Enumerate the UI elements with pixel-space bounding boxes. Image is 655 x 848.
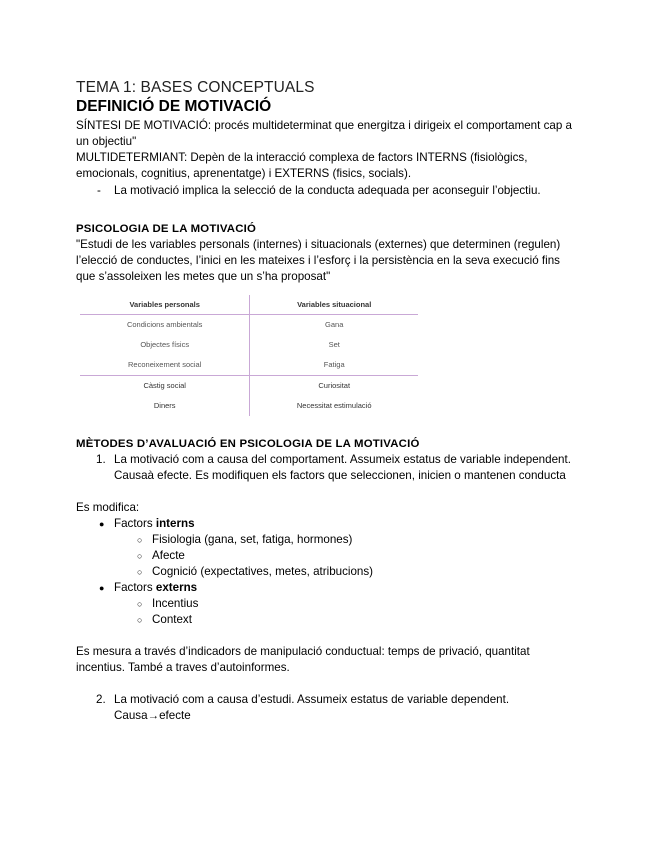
sub-item-text: Fisiologia (gana, set, fatiga, hormones) (152, 533, 353, 546)
sub-item-text: Cognició (expectatives, metes, atribucions) (152, 565, 374, 578)
table-row (80, 335, 418, 355)
bullet-item-interns (76, 516, 576, 532)
table-cell: Necessitat estimulació (296, 401, 372, 410)
factor-prefix: Factors (114, 517, 156, 530)
bullet-item-externs (76, 580, 576, 596)
table-header-row (80, 295, 418, 315)
bullet-marker: ● (99, 583, 105, 593)
sub-item (76, 596, 576, 612)
table-cell: Condicions ambientals (80, 315, 250, 336)
table-header-personals: Variables personals (80, 295, 250, 315)
table-header-situacional: Variables situacional (250, 295, 418, 315)
sub-item (76, 612, 576, 628)
table-row (80, 396, 418, 416)
variables-table (80, 295, 418, 416)
item2-text: La motivació com a causa d’estudi. Assumeix estatus de variable dependent. Causa→efecte (114, 693, 510, 722)
psicologia-paragraph: "Estudi de les variables personals (internes) i situacionals (externes) que determinen (regulen) l’elecció de conductes, l’inici en les mateixes i l’esforç i la persistència en la seva execució fins que s’assoleixen les metes que un s’ha proposat" (76, 238, 561, 283)
factor-prefix: Factors (114, 581, 156, 594)
bullet-marker: ● (99, 519, 105, 529)
number-marker: 1. (96, 453, 106, 466)
table-row (80, 315, 418, 336)
table-cell: Curiositat (250, 376, 418, 397)
es-modifica-label: Es modifica: (76, 501, 140, 514)
dash-item-text: La motivació implica la selecció de la conducta adequada per aconseguir l’objectiu. (114, 184, 541, 197)
table-cell: Set (328, 340, 340, 349)
heading-metodes: MÈTODES D’AVALUACIÓ EN PSICOLOGIA DE LA MOTIVACIÓ (76, 438, 420, 450)
sub-item (76, 548, 576, 564)
factor-bold: interns (155, 517, 195, 530)
sub-item-text: Incentius (152, 597, 199, 610)
sub-item (76, 532, 576, 548)
document-page (76, 78, 576, 724)
table-cell: Càstig social (80, 376, 250, 397)
circle-marker: ○ (137, 615, 143, 625)
dash-list-item (76, 183, 576, 199)
circle-marker: ○ (137, 551, 143, 561)
table-cell: Objectes físics (80, 335, 250, 355)
circle-marker: ○ (137, 567, 143, 577)
table-cell: Diners (80, 396, 250, 416)
es-mesura-paragraph: Es mesura a través d’indicadors de manipulació conductual: temps de privació, quantitat incentius. També a traves d’autoinformes. (76, 645, 530, 674)
heading-psicologia: PSICOLOGIA DE LA MOTIVACIÓ (76, 223, 257, 235)
table-row (80, 376, 418, 397)
sub-item (76, 564, 576, 580)
sub-item-text: Afecte (152, 549, 185, 562)
circle-marker: ○ (137, 535, 143, 545)
numbered-item-2 (76, 692, 576, 724)
dash-marker: - (97, 184, 101, 197)
table-cell: Gana (325, 320, 344, 329)
sub-item-text: Context (152, 613, 192, 626)
table-cell: Fatiga (323, 360, 345, 369)
factor-bold: externs (155, 581, 198, 594)
sintesi-paragraph: SÍNTESI DE MOTIVACIÓ: procés multideterminat que energitza i dirigeix el comportament cap a un objectiu" (76, 119, 572, 148)
numbered-item-1 (76, 452, 576, 484)
number-marker: 2. (96, 693, 106, 706)
table-cell: Reconeixement social (80, 355, 250, 376)
heading-definicio: DEFINICIÓ DE MOTIVACIÓ (76, 98, 272, 115)
document-title: TEMA 1: BASES CONCEPTUALS (76, 79, 315, 96)
multideterminat-paragraph: MULTIDETERMIANT: Depèn de la interacció complexa de factors INTERNS (fisiològics, emocionals, cognitius, aprenentatge) i EXTERNS (fisics, socials). (76, 151, 528, 180)
table-row (80, 355, 418, 376)
item1-text: La motivació com a causa del comportament. Assumeix estatus de variable independent. Causaà efecte. Es modifiquen els factors que seleccionen, inicien o mantenen conducta (114, 453, 571, 482)
circle-marker: ○ (137, 599, 143, 609)
